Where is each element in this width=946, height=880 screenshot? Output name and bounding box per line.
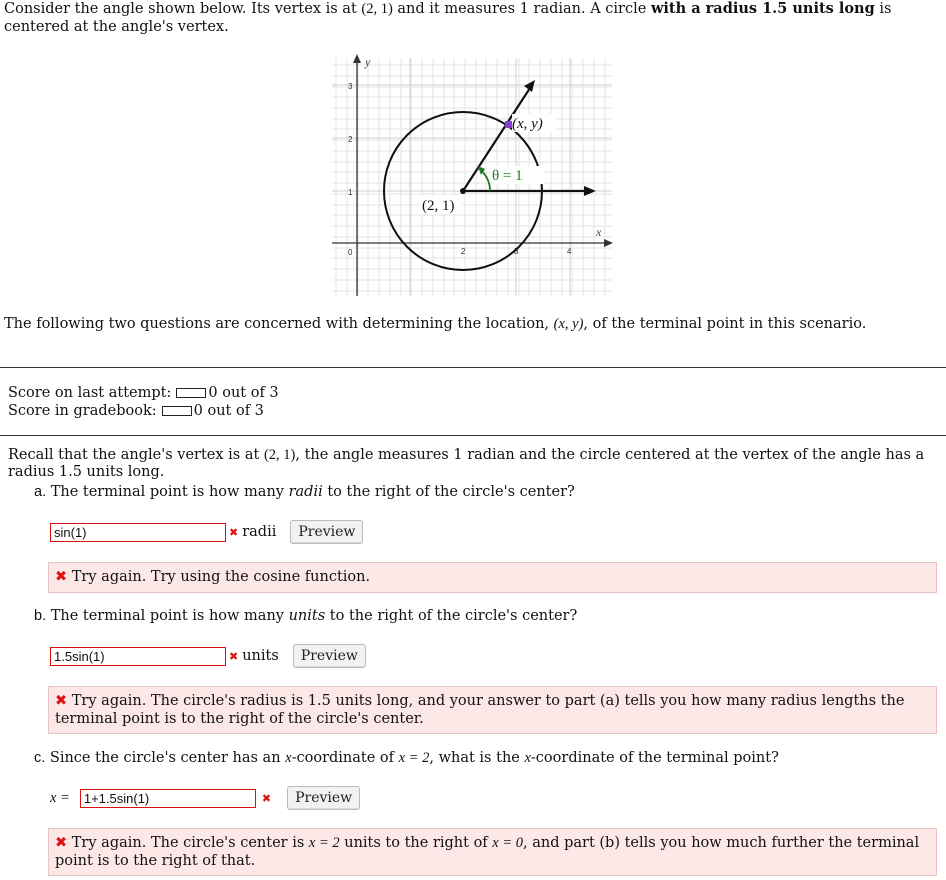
score-gradebook-label: Score in gradebook: <box>8 403 157 419</box>
score-gradebook-bar <box>162 406 192 416</box>
x-mark-icon: ✖ <box>55 693 68 709</box>
answer-row-c <box>50 786 360 810</box>
vertex-point <box>460 188 466 194</box>
x-mark-icon: ✖ <box>229 525 239 539</box>
x-mark-icon: ✖ <box>229 649 239 663</box>
score-panel <box>8 384 279 420</box>
y-tick-2: 2 <box>348 135 353 144</box>
followup-text <box>4 316 934 333</box>
score-gradebook <box>8 402 279 420</box>
intro-text-2: and it measures 1 radian. A circle <box>392 1 651 17</box>
question-c-prefix: c. <box>34 750 46 766</box>
y-axis-label: y <box>365 55 371 69</box>
question-b-em: units <box>288 608 326 624</box>
preview-b-button[interactable]: Preview <box>293 644 366 668</box>
score-last-bar <box>176 388 206 398</box>
feedback-b-text: Try again. The circle's radius is 1.5 units long, and your answer to part (a) tells you how many radius lengths the terminal point is to the right of the circle's center. <box>55 693 905 727</box>
score-last-label: Score on last attempt: <box>8 385 172 401</box>
question-b-text-2: to the right of the circle's center? <box>325 608 578 624</box>
angle-graph <box>332 48 614 298</box>
terminal-point-label: (x, y) <box>512 116 543 132</box>
intro-bold: with a radius 1.5 units long <box>650 0 875 17</box>
preview-c-button[interactable]: Preview <box>287 786 360 810</box>
question-a-text-2: to the right of the circle's center? <box>322 484 575 500</box>
y-tick-1: 1 <box>348 188 353 197</box>
question-c-text-4: -coordinate of the terminal point? <box>530 750 779 766</box>
question-c <box>34 750 779 767</box>
y-axis <box>353 54 361 296</box>
x-tick-2: 2 <box>461 247 466 256</box>
feedback-c <box>48 828 937 876</box>
score-last-attempt <box>8 384 279 402</box>
x-mark-icon: ✖ <box>55 569 68 585</box>
followup-text-2: , of the terminal point in this scenario. <box>583 316 867 332</box>
feedback-a <box>48 562 937 593</box>
followup-text-1: The following two questions are concerned with determining the location, <box>4 316 554 332</box>
answer-a-input[interactable] <box>50 523 226 542</box>
preview-a-button[interactable]: Preview <box>290 520 363 544</box>
question-c-text-1: Since the circle's center has an <box>45 750 286 766</box>
feedback-a-text: Try again. Try using the cosine function. <box>67 569 371 585</box>
recall-vertex: (2, 1) <box>263 447 296 463</box>
problem-intro <box>4 0 934 36</box>
angle-arc <box>478 168 490 191</box>
question-a-text-1: The terminal point is how many <box>46 484 289 500</box>
question-b-prefix: b. <box>34 608 47 624</box>
answer-c-lhs: x = <box>50 789 70 806</box>
question-c-math-3: x <box>524 750 531 766</box>
answer-row-b <box>50 644 366 668</box>
question-a <box>34 484 575 500</box>
x-tick-4: 4 <box>567 247 572 256</box>
followup-math: (x, y) <box>553 316 584 332</box>
answer-b-input[interactable] <box>50 647 226 666</box>
recall-text-2: , the angle measures 1 radian and the circle centered at the vertex of the angle has a radius 1.5 units long. <box>8 447 925 480</box>
question-c-text-3: , what is the <box>429 750 525 766</box>
answer-a-unit: radii <box>242 524 277 540</box>
score-gradebook-value: 0 out of 3 <box>193 403 264 419</box>
feedback-c-text-2: units to the right of <box>339 835 493 851</box>
angle-label: θ = 1 <box>492 168 523 184</box>
divider-top <box>0 367 946 368</box>
feedback-c-text-1: Try again. The circle's center is <box>67 835 309 851</box>
feedback-c-text-3: , and part (b) tells you how much further the terminal point is to the right of that. <box>55 835 920 869</box>
origin-label: 0 <box>348 248 353 257</box>
question-c-text-2: -coordinate of <box>291 750 399 766</box>
answer-b-unit: units <box>242 648 279 664</box>
x-mark-icon: ✖ <box>261 791 272 805</box>
intro-vertex: (2, 1) <box>361 1 393 17</box>
x-axis-label: x <box>596 225 602 239</box>
vertex-label: (2, 1) <box>422 198 455 214</box>
feedback-c-math-2: x = 0 <box>492 835 524 851</box>
x-axis <box>332 239 613 247</box>
recall-text-1: Recall that the angle's vertex is at <box>8 447 264 463</box>
y-tick-3: 3 <box>348 82 353 91</box>
feedback-c-math-1: x = 2 <box>308 835 340 851</box>
x-mark-icon: ✖ <box>55 835 68 851</box>
score-last-value: 0 out of 3 <box>208 385 279 401</box>
question-c-math-1: x <box>285 750 292 766</box>
x-tick-3: 3 <box>514 247 519 256</box>
feedback-b <box>48 686 937 734</box>
question-a-prefix: a. <box>34 484 47 500</box>
intro-text: Consider the angle shown below. Its vertex is at <box>4 1 362 17</box>
question-b <box>34 608 577 624</box>
answer-c-input[interactable] <box>80 789 256 808</box>
question-c-math-2: x = 2 <box>398 750 430 766</box>
divider-bottom <box>0 435 946 436</box>
intro-text-3: is centered at the angle's vertex. <box>4 1 892 35</box>
question-a-em: radii <box>288 484 323 500</box>
answer-row-a <box>50 520 363 544</box>
question-b-text-1: The terminal point is how many <box>46 608 289 624</box>
terminal-point <box>505 121 512 128</box>
recall-text <box>8 447 938 480</box>
